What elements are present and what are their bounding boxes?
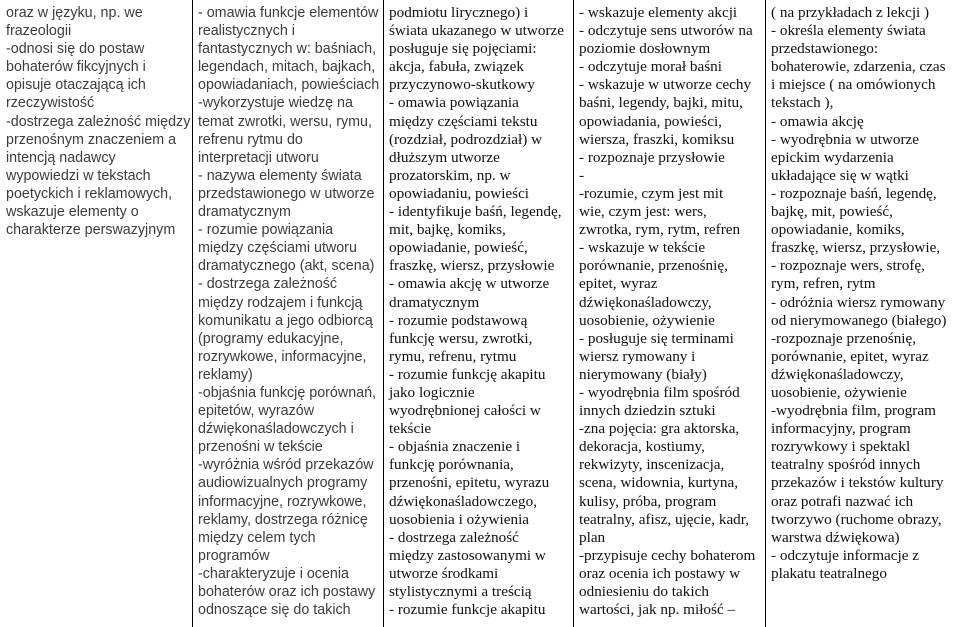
- cell-text-line: oraz w języku, np. we: [6, 5, 143, 21]
- cell-text-line: intencją nadawcy: [6, 149, 116, 166]
- cell-text-line: - omawia akcję: [771, 112, 864, 130]
- cell-text-line: odnoszące się do takich: [198, 602, 351, 619]
- cell-text-line: - rozumie funkcje akapitu: [389, 601, 546, 619]
- cell-text-line: między rodzajem i funkcją: [198, 294, 363, 311]
- table-column-5: [765, 0, 960, 627]
- cell-text-line: - wskazuje elementy akcji: [579, 4, 738, 21]
- cell-text-line: -: [579, 166, 585, 184]
- cell-text-line: dźwiękonaśladowczy,: [771, 365, 904, 383]
- cell-text-line: - dostrzega zależność: [198, 276, 338, 293]
- cell-text-line: - omawia funkcje elementów: [198, 5, 379, 21]
- cell-text-line: teatralny, afisz, ujęcie, kadr,: [579, 510, 750, 528]
- cell-text-line: - omawia powiązania: [389, 94, 519, 112]
- cell-text-line: wiersza, fraszki, komiksu: [579, 130, 735, 148]
- cell-text-line: funkcję wersu, zwrotki,: [389, 329, 533, 347]
- cell-text-line: -objaśnia funkcję porównań,: [198, 384, 377, 401]
- cell-text-line: dłuższym utworze: [389, 148, 500, 166]
- cell-text-line: tekstach ),: [771, 94, 834, 112]
- cell-text-line: kulisy, próba, program: [579, 492, 717, 510]
- cell-text-line: bohaterów fikcyjnych i: [6, 59, 146, 76]
- cell-text-line: scena, widownia, kurtyna,: [579, 474, 739, 492]
- cell-text-line: - rozumie podstawową: [389, 311, 528, 329]
- cell-text-line: rozrywkowe, informacyjne,: [198, 348, 367, 365]
- cell-text-line: - rozumie powiązania: [198, 222, 334, 239]
- cell-text-line: dramatycznego (akt, scena): [198, 258, 375, 275]
- cell-text-line: przenośni w tekście: [198, 439, 323, 456]
- cell-text-line: informacyjne, rozrywkowe,: [198, 493, 367, 510]
- cell-text-line: frazeologii: [6, 23, 72, 40]
- cell-text-line: dźwiękonaśladowczych i: [198, 421, 354, 438]
- cell-text-line: -rozumie, czym jest mit: [579, 184, 724, 202]
- cell-text-line: rzeczywistość: [6, 95, 95, 112]
- cell-text-line: bohaterowie, zdarzenia, czas: [771, 58, 946, 76]
- cell-text-line: - odczytuje informacje z: [771, 546, 920, 564]
- cell-text-line: między częściami utworu: [198, 240, 357, 257]
- cell-text-line: stylistycznymi a treścią: [389, 583, 532, 600]
- cell-text-line: - rozpoznaje baśń, legendę,: [771, 184, 937, 202]
- cell-text-line: -odnosi się do postaw: [6, 41, 145, 58]
- cell-text-line: epitet, wyraz: [579, 275, 658, 293]
- cell-text-line: zwrotka, rym, rytm, refren: [579, 221, 741, 239]
- cell-text-line: -rozpoznaje przenośnię,: [771, 329, 917, 347]
- cell-text-line: mit, bajkę, komiks,: [389, 221, 506, 239]
- cell-text-line: - objaśnia znaczenie i: [389, 438, 521, 456]
- cell-text-line: interpretacji utworu: [198, 149, 319, 166]
- cell-text-line: -dostrzega zależność między: [6, 113, 191, 130]
- cell-text-line: posługuje się pojęciami:: [389, 40, 537, 58]
- column-divider: [383, 0, 384, 627]
- cell-text-line: dramatycznym: [389, 293, 480, 311]
- cell-text-line: - nazywa elementy świata: [198, 167, 362, 184]
- cell-text-line: rekwizyty, inscenizacja,: [579, 456, 725, 474]
- cell-text-line: opowiadanie, komiks,: [771, 221, 905, 239]
- cell-text-line: - odróżnia wiersz rymowany: [771, 293, 946, 311]
- cell-text-line: wypowiedzi w tekstach: [6, 167, 151, 184]
- cell-text-line: uosobienia i ożywienia: [389, 510, 530, 528]
- cell-text-line: uosobienie, ożywienie: [771, 383, 907, 401]
- cell-text-line: -wykorzystuje wiedzę na: [198, 95, 353, 112]
- cell-text-line: charakterze perswazyjnym: [6, 222, 176, 239]
- cell-text-line: przedstawionego:: [771, 40, 879, 58]
- cell-text-line: bajkę, mit, powieść,: [771, 203, 893, 221]
- cell-text-line: - rozumie funkcję akapitu: [389, 365, 546, 383]
- cell-text-line: podmiotu lirycznego) i: [389, 4, 529, 21]
- cell-text-line: między celem tych: [198, 529, 316, 546]
- cell-text-line: ( na przykładach z lekcji ): [771, 4, 930, 21]
- cell-text-line: opowiadanie, powieść,: [389, 239, 528, 257]
- cell-text-line: reklamy, dostrzega różnicę: [198, 511, 368, 528]
- cell-text-line: utworze środkami: [389, 564, 499, 582]
- column-divider: [765, 0, 766, 627]
- cell-text-line: dźwiękonaśladowczy,: [579, 293, 712, 311]
- cell-text-line: układające się w wątki: [771, 166, 909, 184]
- cell-text-line: opisuje otaczającą ich: [6, 77, 146, 94]
- cell-text-line: wartości, jak np. miłość –: [579, 601, 736, 619]
- cell-text-line: -przypisuje cechy bohaterom: [579, 546, 756, 564]
- cell-text-line: warstwa dźwiękowa): [771, 528, 900, 546]
- cell-text-line: teatralny spośród innych: [771, 456, 921, 474]
- cell-text-line: - omawia akcję w utworze: [389, 275, 550, 293]
- cell-text-line: dramatycznym: [198, 204, 291, 221]
- cell-text-line: porównanie, epitet, wyraz: [771, 347, 929, 365]
- cell-text-line: przenośnym znaczeniem a: [6, 131, 177, 148]
- cell-text-line: i miejsce ( na omówionych: [771, 76, 936, 94]
- cell-text-line: komunikatu a jego odbiorcą: [198, 312, 373, 329]
- cell-text-line: - wskazuje w tekście: [579, 239, 706, 257]
- cell-text-line: prozatorskim, np. w: [389, 166, 511, 184]
- cell-text-line: temat zwrotki, wersu, rymu,: [198, 113, 372, 130]
- cell-text-line: tekście: [389, 420, 432, 438]
- table-column-3: [383, 0, 573, 627]
- cell-text-line: plan: [579, 528, 606, 546]
- cell-text-line: innych dziedzin sztuki: [579, 402, 716, 420]
- column-divider: [192, 0, 193, 627]
- cell-text-line: fraszkę, wiersz, przysłowie,: [771, 239, 941, 257]
- cell-text-line: legendach, mitach, bajkach,: [198, 59, 376, 76]
- cell-text-line: akcja, fabuła, związek: [389, 58, 524, 76]
- cell-text-line: bohaterów oraz ich postawy: [198, 584, 376, 600]
- cell-text-line: przekazów i tekstów kultury: [771, 474, 944, 492]
- cell-text-line: - określa elementy świata: [771, 22, 926, 40]
- cell-text-line: - wyodrębnia w utworze: [771, 130, 920, 148]
- cell-text-line: informacyjny, program: [771, 420, 911, 438]
- cell-text-line: - odczytuje sens utworów na: [579, 22, 753, 40]
- cell-text-line: dźwiękonaśladowczego,: [389, 492, 538, 510]
- cell-text-line: opowiadania, powieści,: [579, 112, 722, 130]
- cell-text-line: odniesieniu do takich: [579, 583, 709, 600]
- table-column-1: [0, 0, 192, 627]
- cell-text-line: audiowizualnych programy: [198, 475, 368, 492]
- cell-text-line: opowiadaniu, powieści: [389, 184, 530, 202]
- cell-text-line: (rozdział, podrozdział) w: [389, 130, 543, 148]
- cell-text-line: oraz ocenia ich postawy w: [579, 564, 741, 582]
- cell-text-line: porównanie, przenośnię,: [579, 257, 728, 275]
- cell-text-line: wiersz rymowany i: [579, 347, 696, 365]
- cell-text-line: - wskazuje w utworze cechy: [579, 76, 752, 94]
- table-column-4: [573, 0, 765, 627]
- cell-text-line: opowiadaniach, powieściach: [198, 77, 380, 94]
- cell-text-line: wyodrębnionej całości w: [389, 402, 541, 420]
- cell-text-line: oraz potrafi nazwać ich: [771, 492, 914, 510]
- table-column-2: [192, 0, 383, 627]
- column-divider: [573, 0, 574, 627]
- cell-text-line: uosobienie, ożywienie: [579, 311, 715, 329]
- cell-text-line: jako logicznie: [389, 383, 475, 401]
- cell-text-line: wskazuje elementy o: [6, 204, 139, 221]
- cell-text-line: poziomie dosłownym: [579, 40, 711, 58]
- cell-text-line: programów: [198, 547, 270, 564]
- cell-text-line: plakatu teatralnego: [771, 564, 887, 582]
- cell-text-line: między częściami tekstu: [389, 112, 538, 130]
- cell-text-line: -wyodrębnia film, program: [771, 402, 936, 420]
- cell-text-line: przyczynowo-skutkowy: [389, 76, 535, 94]
- cell-text-line: baśni, legendy, bajki, mitu,: [579, 94, 743, 112]
- cell-text-line: rym, refren, rytm: [771, 275, 876, 293]
- cell-text-line: fraszkę, wiersz, przysłowie: [389, 257, 555, 275]
- cell-text-line: fantastycznych w: baśniach,: [198, 41, 377, 58]
- cell-text-line: - wyodrębnia film spośród: [579, 383, 740, 401]
- cell-text-line: rymu, refrenu, rytmu: [389, 347, 517, 365]
- cell-text-line: reklamy): [198, 366, 253, 383]
- cell-text-line: - identyfikuje baśń, legendę,: [389, 203, 562, 221]
- cell-text-line: -zna pojęcia: gra aktorska,: [579, 420, 740, 438]
- cell-text-line: poetyckich i reklamowych,: [6, 185, 173, 202]
- cell-text-line: nierymowany (biały): [579, 365, 707, 383]
- cell-text-line: epickim wydarzenia: [771, 148, 894, 166]
- cell-text-line: wie, czym jest: wers,: [579, 203, 707, 221]
- cell-text-line: -wyróżnia wśród przekazów: [198, 457, 374, 474]
- cell-text-line: od nierymowanego (białego): [771, 311, 947, 329]
- cell-text-line: - rozpoznaje wers, strofę,: [771, 257, 925, 275]
- cell-text-line: przenośni, epitetu, wyrazu: [389, 474, 550, 492]
- cell-text-line: między zastosowanymi w: [389, 546, 546, 564]
- cell-text-line: refrenu rytmu do: [198, 131, 303, 148]
- cell-text-line: tworzywo (ruchome obrazy,: [771, 510, 942, 528]
- cell-text-line: epitetów, wyrazów: [198, 403, 315, 420]
- cell-text-line: świata ukazanego w utworze: [389, 22, 565, 40]
- cell-text-line: -charakteryzuje i ocenia: [198, 565, 349, 582]
- cell-text-line: - rozpoznaje przysłowie: [579, 148, 725, 166]
- cell-text-line: dekoracja, kostiumy,: [579, 438, 705, 456]
- cell-text-line: przedstawionego w utworze: [198, 185, 375, 202]
- cell-text-line: - posługuje się terminami: [579, 329, 734, 347]
- cell-text-line: funkcję porównania,: [389, 456, 514, 474]
- cell-text-line: realistycznych i: [198, 23, 295, 40]
- cell-text-line: - dostrzega zależność: [389, 528, 519, 546]
- cell-text-line: rozrywkowy i spektakl: [771, 438, 911, 456]
- cell-text-line: (programy edukacyjne,: [198, 330, 344, 347]
- cell-text-line: - odczytuje morał baśni: [579, 58, 722, 76]
